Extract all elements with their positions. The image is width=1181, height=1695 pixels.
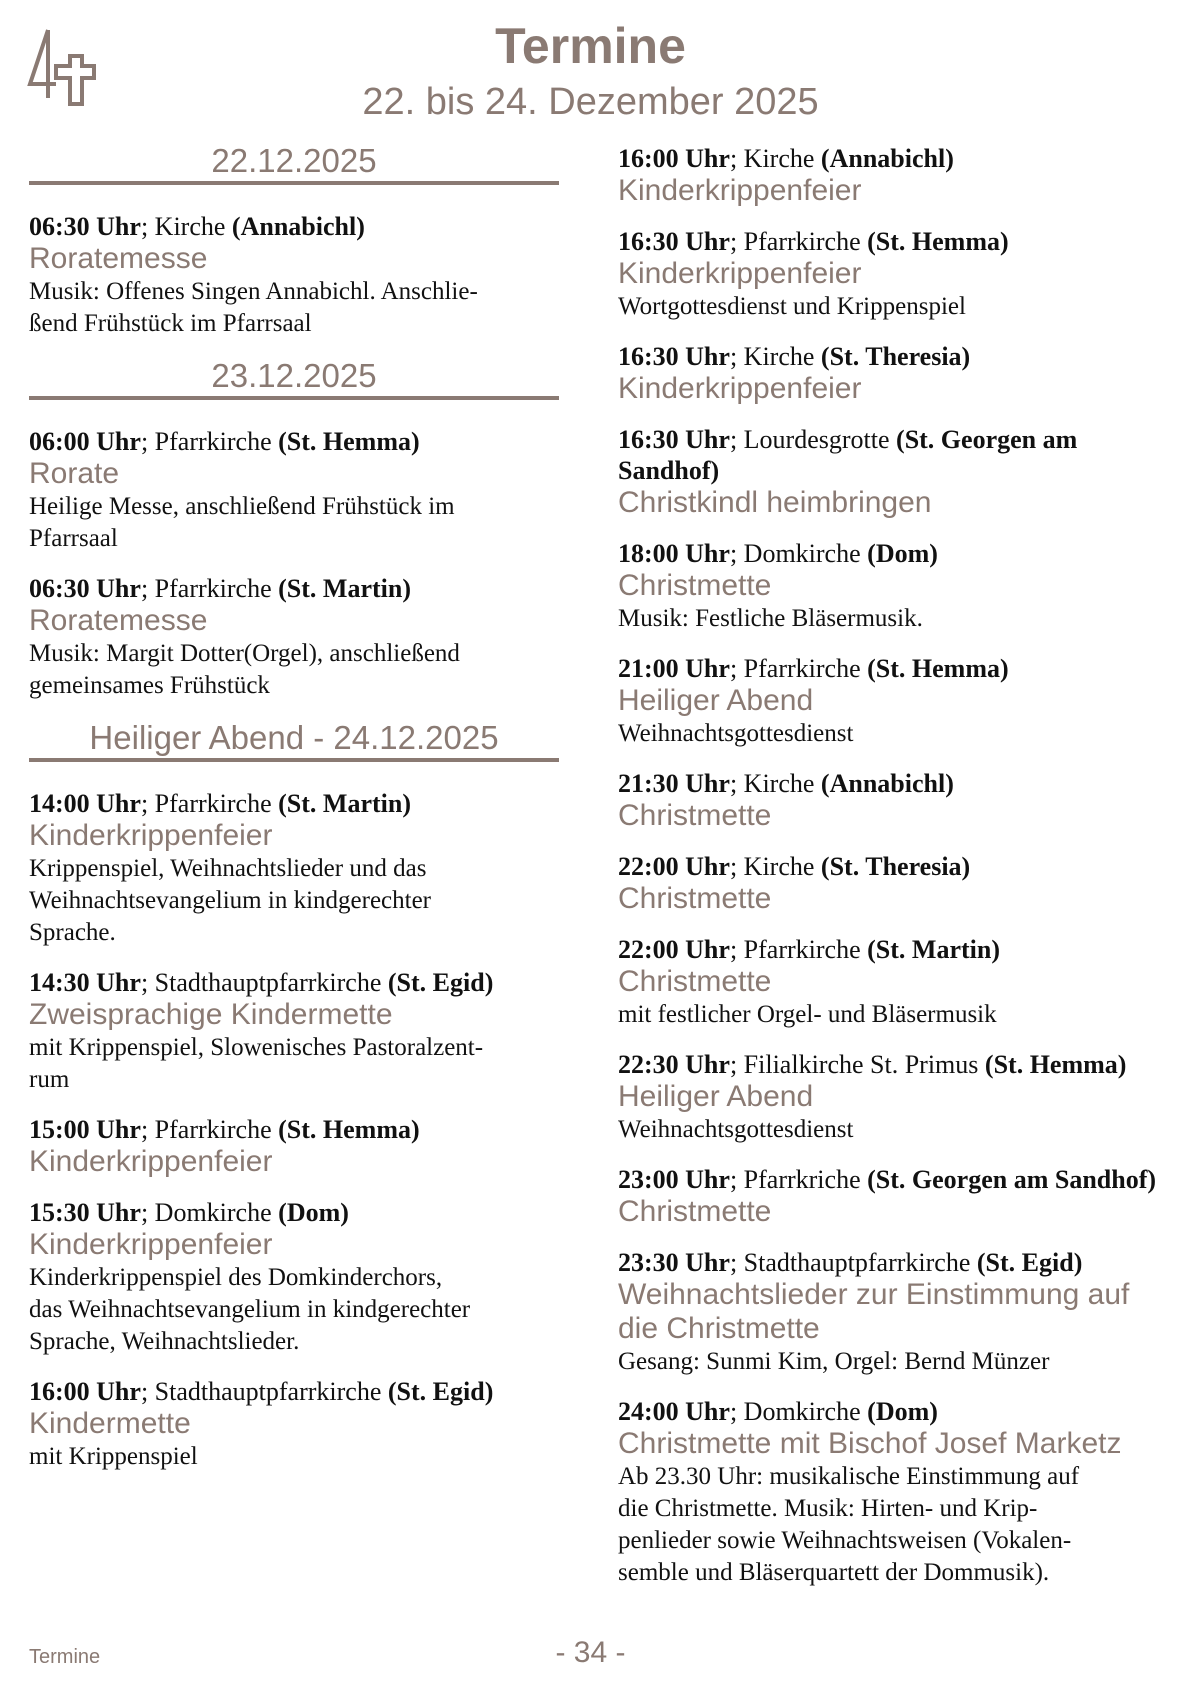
event-time-location: 16:30 Uhr; Pfarrkirche (St. Hemma) [618,227,1009,256]
event-title: Kindermette [29,1407,191,1440]
day-heading: 22.12.2025 [29,143,559,185]
event-entry [29,1114,559,1179]
event-location: Kirche [154,212,226,241]
event-time-location: 22:00 Uhr; Kirche (St. Theresia) [618,852,971,881]
event-parish-name: St. Georgen am Sandhof [618,425,1078,485]
event-time-location: 14:30 Uhr; Stadthauptpfarrkirche (St. Egid) [29,968,494,997]
event-parish: (St. Egid) [387,1377,494,1406]
event-time: 14:30 Uhr [29,968,141,997]
event-parish-name: St. Egid [396,1377,485,1406]
event-time-location: 06:00 Uhr; Pfarrkirche (St. Hemma) [29,427,420,456]
event-title: Kinderkrippenfeier [29,1228,273,1261]
event-description-line: rum [29,1066,70,1093]
event-parish: (St. Martin) [278,574,411,603]
event-location: Stadthauptpfarrkirche [154,1377,382,1406]
event-time: 22:30 Uhr [618,1050,730,1079]
event-title: Weihnachtslieder zur Einstimmung auf die Christmette [618,1278,1130,1345]
event-description-line: gemeinsames Frühstück [29,672,270,699]
event-description-line: das Weihnachtsevangelium in kindgerechter [29,1296,471,1323]
event-title: Christmette [618,799,772,832]
event-time: 21:00 Uhr [618,654,730,683]
event-description-line: Musik: Festliche Bläsermusik. [618,605,923,632]
event-entry [618,143,1158,208]
event-time-location: 16:30 Uhr; Kirche (St. Theresia) [618,342,971,371]
event-parish: (St. Georgen am Sandhof) [867,1165,1157,1194]
event-time-location: 16:00 Uhr; Kirche (Annabichl) [618,144,954,173]
event-parish-name: St. Martin [286,789,403,818]
event-time-location: 14:00 Uhr; Pfarrkirche (St. Martin) [29,789,411,818]
event-title: Roratemesse [29,604,208,637]
event-description-line: Musik: Offenes Singen Annabichl. Anschlie- [29,278,478,305]
event-time: 16:30 Uhr [618,342,730,371]
right-column [618,143,1158,1607]
event-description-line: Weihnachtsgottesdienst [618,720,854,747]
event-time: 16:30 Uhr [618,425,730,454]
event-entry [618,653,1158,750]
event-parish: (St. Theresia) [820,342,971,371]
day-section [29,358,559,702]
event-time: 15:00 Uhr [29,1115,141,1144]
footer-section-label: Termine [29,1646,101,1668]
event-description-line: Wortgottesdienst und Krippenspiel [618,293,966,320]
event-entry [618,934,1158,1031]
event-entry [618,1396,1158,1589]
event-time: 23:30 Uhr [618,1248,730,1277]
event-entry [618,768,1158,833]
event-description-line: ßend Frühstück im Pfarrsaal [29,310,312,337]
event-parish-name: St. Hemma [875,654,1000,683]
event-time-location: 23:30 Uhr; Stadthauptpfarrkirche (St. Egid) [618,1248,1083,1277]
event-time: 18:00 Uhr [618,539,730,568]
event-description-line: Weihnachtsgottesdienst [618,1116,854,1143]
event-parish-name: Annabichl [829,144,946,173]
event-location: Pfarrkirche [743,935,861,964]
event-parish-name: St. Theresia [829,852,962,881]
event-title: Christmette [618,882,772,915]
event-time: 06:30 Uhr [29,574,141,603]
event-title: Christmette [618,1195,772,1228]
event-time-location: 24:00 Uhr; Domkirche (Dom) [618,1397,938,1426]
event-parish-name: St. Theresia [829,342,962,371]
day-section [618,143,1158,1589]
event-parish: (Annabichl) [231,212,365,241]
event-description-line: Sprache, Weihnachtslieder. [29,1328,300,1355]
event-entry [29,426,559,555]
event-title: Kinderkrippenfeier [618,257,862,290]
event-location: Pfarrkirche [154,574,272,603]
event-description-line: Krippenspiel, Weihnachtslieder und das [29,855,427,882]
event-title: Rorate [29,457,120,490]
event-time-location: 15:30 Uhr; Domkirche (Dom) [29,1198,349,1227]
event-location: Lourdesgrotte [743,425,890,454]
event-parish: (Dom) [867,539,938,568]
event-time-location: 06:30 Uhr; Pfarrkirche (St. Martin) [29,574,411,603]
event-time-location: 16:00 Uhr; Stadthauptpfarrkirche (St. Egid) [29,1377,494,1406]
event-time: 22:00 Uhr [618,852,730,881]
event-entry [29,967,559,1096]
event-parish: (St. Egid) [387,968,494,997]
event-parish: (St. Hemma) [984,1050,1127,1079]
event-time: 16:30 Uhr [618,227,730,256]
event-location: Filialkirche St. Primus [743,1050,979,1079]
event-entry [618,851,1158,916]
event-parish-name: St. Georgen am Sandhof [875,1165,1148,1194]
event-entry [618,1049,1158,1146]
event-entry [618,1247,1158,1378]
event-time-location: 16:30 Uhr; Lourdesgrotte (St. Georgen am Sandhof) [618,425,1078,485]
event-time-location: 06:30 Uhr; Kirche (Annabichl) [29,212,365,241]
event-parish: (St. Hemma) [867,654,1009,683]
event-description-line: semble und Bläserquartett der Dommusik). [618,1559,1050,1586]
event-title: Zweisprachige Kindermette [29,998,393,1031]
event-location: Pfarrkirche [154,1115,272,1144]
event-title: Kinderkrippenfeier [29,1145,273,1178]
event-parish-name: Dom [875,539,930,568]
event-parish: (St. Martin) [278,789,411,818]
event-title: Heiliger Abend [618,684,814,717]
event-time: 16:00 Uhr [618,144,730,173]
event-location: Pfarrkirche [154,789,272,818]
event-location: Kirche [743,769,815,798]
event-entry [29,1376,559,1473]
event-description-line: Kinderkrippenspiel des Domkinderchors, [29,1264,443,1291]
event-entry [618,341,1158,406]
event-description-line: penlieder sowie Weihnachtsweisen (Vokalen- [618,1527,1072,1554]
event-title: Kinderkrippenfeier [618,174,862,207]
event-title: Christmette [618,965,772,998]
event-parish: (St. Hemma) [278,427,420,456]
event-parish: (St. Georgen am Sandhof) [618,425,1078,485]
event-parish-name: St. Martin [875,935,992,964]
event-time: 06:00 Uhr [29,427,141,456]
event-parish: (Annabichl) [820,144,954,173]
event-parish: (Annabichl) [820,769,954,798]
event-time-location: 22:30 Uhr; Filialkirche St. Primus (St. Hemma) [618,1050,1127,1079]
event-entry [618,424,1158,520]
event-description-line: Musik: Margit Dotter(Orgel), anschließend [29,640,460,667]
event-time: 14:00 Uhr [29,789,141,818]
event-parish-name: St. Egid [985,1248,1074,1277]
event-parish-name: St. Hemma [993,1050,1118,1079]
event-location: Kirche [743,342,815,371]
event-time-location: 21:00 Uhr; Pfarrkirche (St. Hemma) [618,654,1009,683]
day-heading: 23.12.2025 [29,358,559,400]
event-entry [618,1164,1158,1229]
event-title: Kinderkrippenfeier [29,819,273,852]
event-entry [29,211,559,340]
event-parish: (St. Martin) [867,935,1000,964]
event-time: 24:00 Uhr [618,1397,730,1426]
event-description-line: Sprache. [29,919,116,946]
day-section [29,143,559,340]
event-location: Pfarrkirche [154,427,272,456]
event-title: Christmette [618,569,772,602]
event-parish: (St. Egid) [976,1248,1083,1277]
event-location: Pfarrkirche [743,654,861,683]
event-entry [29,1197,559,1358]
event-entry [618,538,1158,635]
event-parish: (St. Theresia) [820,852,971,881]
event-location: Stadthauptpfarrkirche [743,1248,971,1277]
event-parish-name: Annabichl [829,769,946,798]
event-parish: (St. Hemma) [867,227,1009,256]
event-entry [29,573,559,702]
event-time: 15:30 Uhr [29,1198,141,1227]
event-location: Domkirche [154,1198,272,1227]
event-description-line: Weihnachtsevangelium in kindgerechter [29,887,432,914]
event-title: Roratemesse [29,242,208,275]
page-title: Termine [495,18,686,74]
day-heading: Heiliger Abend - 24.12.2025 [29,720,559,762]
event-description-line: Pfarrsaal [29,525,118,552]
event-parish-name: St. Egid [396,968,485,997]
event-location: Domkirche [743,539,861,568]
event-location: Domkirche [743,1397,861,1426]
event-description-line: Ab 23.30 Uhr: musikalische Einstimmung auf [618,1463,1080,1490]
event-time-location: 15:00 Uhr; Pfarrkirche (St. Hemma) [29,1115,420,1144]
event-time: 06:30 Uhr [29,212,141,241]
day-section [29,720,559,1473]
event-parish: (Dom) [867,1397,938,1426]
event-parish-name: Dom [875,1397,930,1426]
event-description-line: mit Krippenspiel, Slowenisches Pastoralzent- [29,1034,484,1061]
left-column [29,143,559,1491]
event-location: Pfarrkirche [743,227,861,256]
event-parish-name: St. Martin [286,574,403,603]
event-entry [618,226,1158,323]
event-time: 21:30 Uhr [618,769,730,798]
event-time-location: 21:30 Uhr; Kirche (Annabichl) [618,769,954,798]
event-description-line: Gesang: Sunmi Kim, Orgel: Bernd Münzer [618,1348,1050,1375]
event-parish: (St. Hemma) [278,1115,420,1144]
event-parish: (Dom) [278,1198,349,1227]
event-parish-name: Dom [286,1198,341,1227]
event-title: Christkindl heimbringen [618,486,932,519]
event-location: Pfarrkriche [743,1165,861,1194]
event-parish-name: St. Hemma [286,427,411,456]
event-time: 23:00 Uhr [618,1165,730,1194]
event-title: Heiliger Abend [618,1080,814,1113]
event-parish-name: St. Hemma [286,1115,411,1144]
event-title: Kinderkrippenfeier [618,372,862,405]
event-title: Christmette mit Bischof Josef Marketz [618,1427,1122,1460]
event-location: Kirche [743,144,815,173]
event-description-line: die Christmette. Musik: Hirten- und Krip- [618,1495,1038,1522]
event-location: Kirche [743,852,815,881]
event-description-line: mit Krippenspiel [29,1443,198,1470]
event-time-location: 23:00 Uhr; Pfarrkriche (St. Georgen am Sandhof) [618,1165,1157,1194]
event-time: 16:00 Uhr [29,1377,141,1406]
event-time-location: 22:00 Uhr; Pfarrkirche (St. Martin) [618,935,1000,964]
page-number: - 34 - [555,1636,626,1669]
event-description-line: Heilige Messe, anschließend Frühstück im [29,493,455,520]
event-parish-name: Annabichl [240,212,357,241]
event-parish-name: St. Hemma [875,227,1000,256]
event-time: 22:00 Uhr [618,935,730,964]
event-description-line: mit festlicher Orgel- und Bläsermusik [618,1001,997,1028]
event-location: Stadthauptpfarrkirche [154,968,382,997]
event-time-location: 18:00 Uhr; Domkirche (Dom) [618,539,938,568]
page-subtitle: 22. bis 24. Dezember 2025 [362,81,819,123]
event-entry [29,788,559,949]
